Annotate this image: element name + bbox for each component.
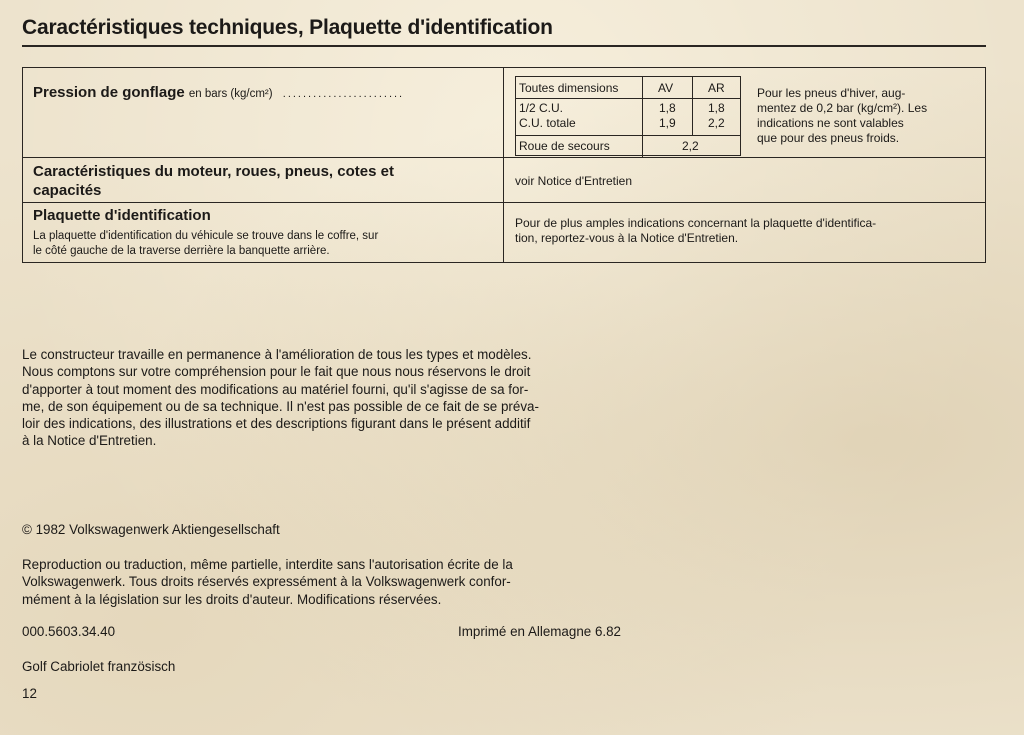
reproduction-notice <box>22 556 513 608</box>
copyright-line: © 1982 Volkswagenwerk Aktiengesellschaft <box>22 522 280 537</box>
note-line: indications ne sont valables <box>757 116 904 130</box>
paragraph-line: Le constructeur travaille en permanence à l'amélioration de tous les types et modèles. <box>22 347 532 362</box>
reproduction-line: mément à la législation sur les droits d'auteur. Modifications réservées. <box>22 591 442 607</box>
part-number: 000.5603.34.40 <box>22 624 116 639</box>
pressure-table <box>515 76 741 156</box>
row-divider <box>23 202 985 203</box>
row-half-load-av: 1,8 <box>659 101 676 115</box>
label-line: Caractéristiques du moteur, roues, pneus, cotes et <box>33 163 394 180</box>
paragraph-line: loir des indications, des illustrations et des descriptions figurant dans le présent additif <box>22 416 531 432</box>
spare-wheel-label: Roue de secours <box>519 139 610 153</box>
paragraph-line: d'apporter à tout moment des modifications au matériel fourni, qu'il s'agisse de sa for- <box>22 381 529 397</box>
inner-divider <box>642 135 643 157</box>
pressure-unit: en bars (kg/cm²) <box>188 88 273 100</box>
paragraph-line: à la Notice d'Entretien. <box>22 433 157 449</box>
inner-divider <box>516 98 740 99</box>
value-line: tion, reportez-vous à la Notice d'Entretien. <box>515 231 739 245</box>
header-ar: AR <box>708 81 725 95</box>
pressure-dots: ........................ <box>282 88 405 100</box>
paragraph-line: Nous comptons sur votre compréhension pour le fait que nous nous réservons le droit <box>22 364 531 380</box>
id-plate-description <box>33 229 378 259</box>
row-divider <box>23 157 985 158</box>
engine-specs-label <box>33 162 394 200</box>
note-line: Pour les pneus d'hiver, aug- <box>757 86 906 100</box>
note-line: mentez de 0,2 bar (kg/cm²). Les <box>757 101 928 115</box>
model-name: Golf Cabriolet französisch <box>22 659 176 674</box>
engine-specs-value: voir Notice d'Entretien <box>515 174 633 188</box>
label-line: capacités <box>33 182 102 199</box>
header-dimensions: Toutes dimensions <box>519 81 619 95</box>
reproduction-line: Volkswagenwerk. Tous droits réservés expressément à la Volkswagenwerk confor- <box>22 574 511 590</box>
row-full-load-label: C.U. totale <box>519 116 576 130</box>
desc-line: le côté gauche de la traverse derrière la banquette arrière. <box>33 245 330 257</box>
header-av: AV <box>658 81 674 95</box>
pressure-label: Pression de gonflage <box>33 84 185 101</box>
id-plate-value <box>515 216 876 246</box>
row-full-load-ar: 2,2 <box>708 116 725 130</box>
page-number: 12 <box>22 686 37 701</box>
desc-line: La plaquette d'identification du véhicule se trouve dans le coffre, sur <box>33 230 379 242</box>
pressure-label-cell <box>33 83 404 104</box>
value-line: Pour de plus amples indications concernant la plaquette d'identifica- <box>515 216 877 230</box>
title-rule <box>22 45 986 47</box>
reproduction-line: Reproduction ou traduction, même partielle, interdite sans l'autorisation écrite de la <box>22 557 513 572</box>
row-half-load-ar: 1,8 <box>708 101 725 115</box>
winter-tyre-note <box>757 86 927 146</box>
spare-wheel-value: 2,2 <box>682 139 699 153</box>
specs-table <box>22 67 986 263</box>
printed-info: Imprimé en Allemagne 6.82 <box>458 624 622 639</box>
inner-divider <box>692 77 693 135</box>
inner-divider <box>516 135 740 136</box>
inner-divider <box>642 77 643 135</box>
note-line: que pour des pneus froids. <box>757 131 900 145</box>
row-full-load-av: 1,9 <box>659 116 676 130</box>
manufacturer-paragraph <box>22 346 672 450</box>
row-half-load-label: 1/2 C.U. <box>519 101 564 115</box>
paragraph-line: me, de son équipement ou de sa technique. Il n'est pas possible de ce fait de se préva- <box>22 398 539 414</box>
column-divider <box>503 68 504 262</box>
id-plate-label: Plaquette d'identification <box>33 207 211 224</box>
page-title: Caractéristiques techniques, Plaquette d'identification <box>22 16 553 39</box>
